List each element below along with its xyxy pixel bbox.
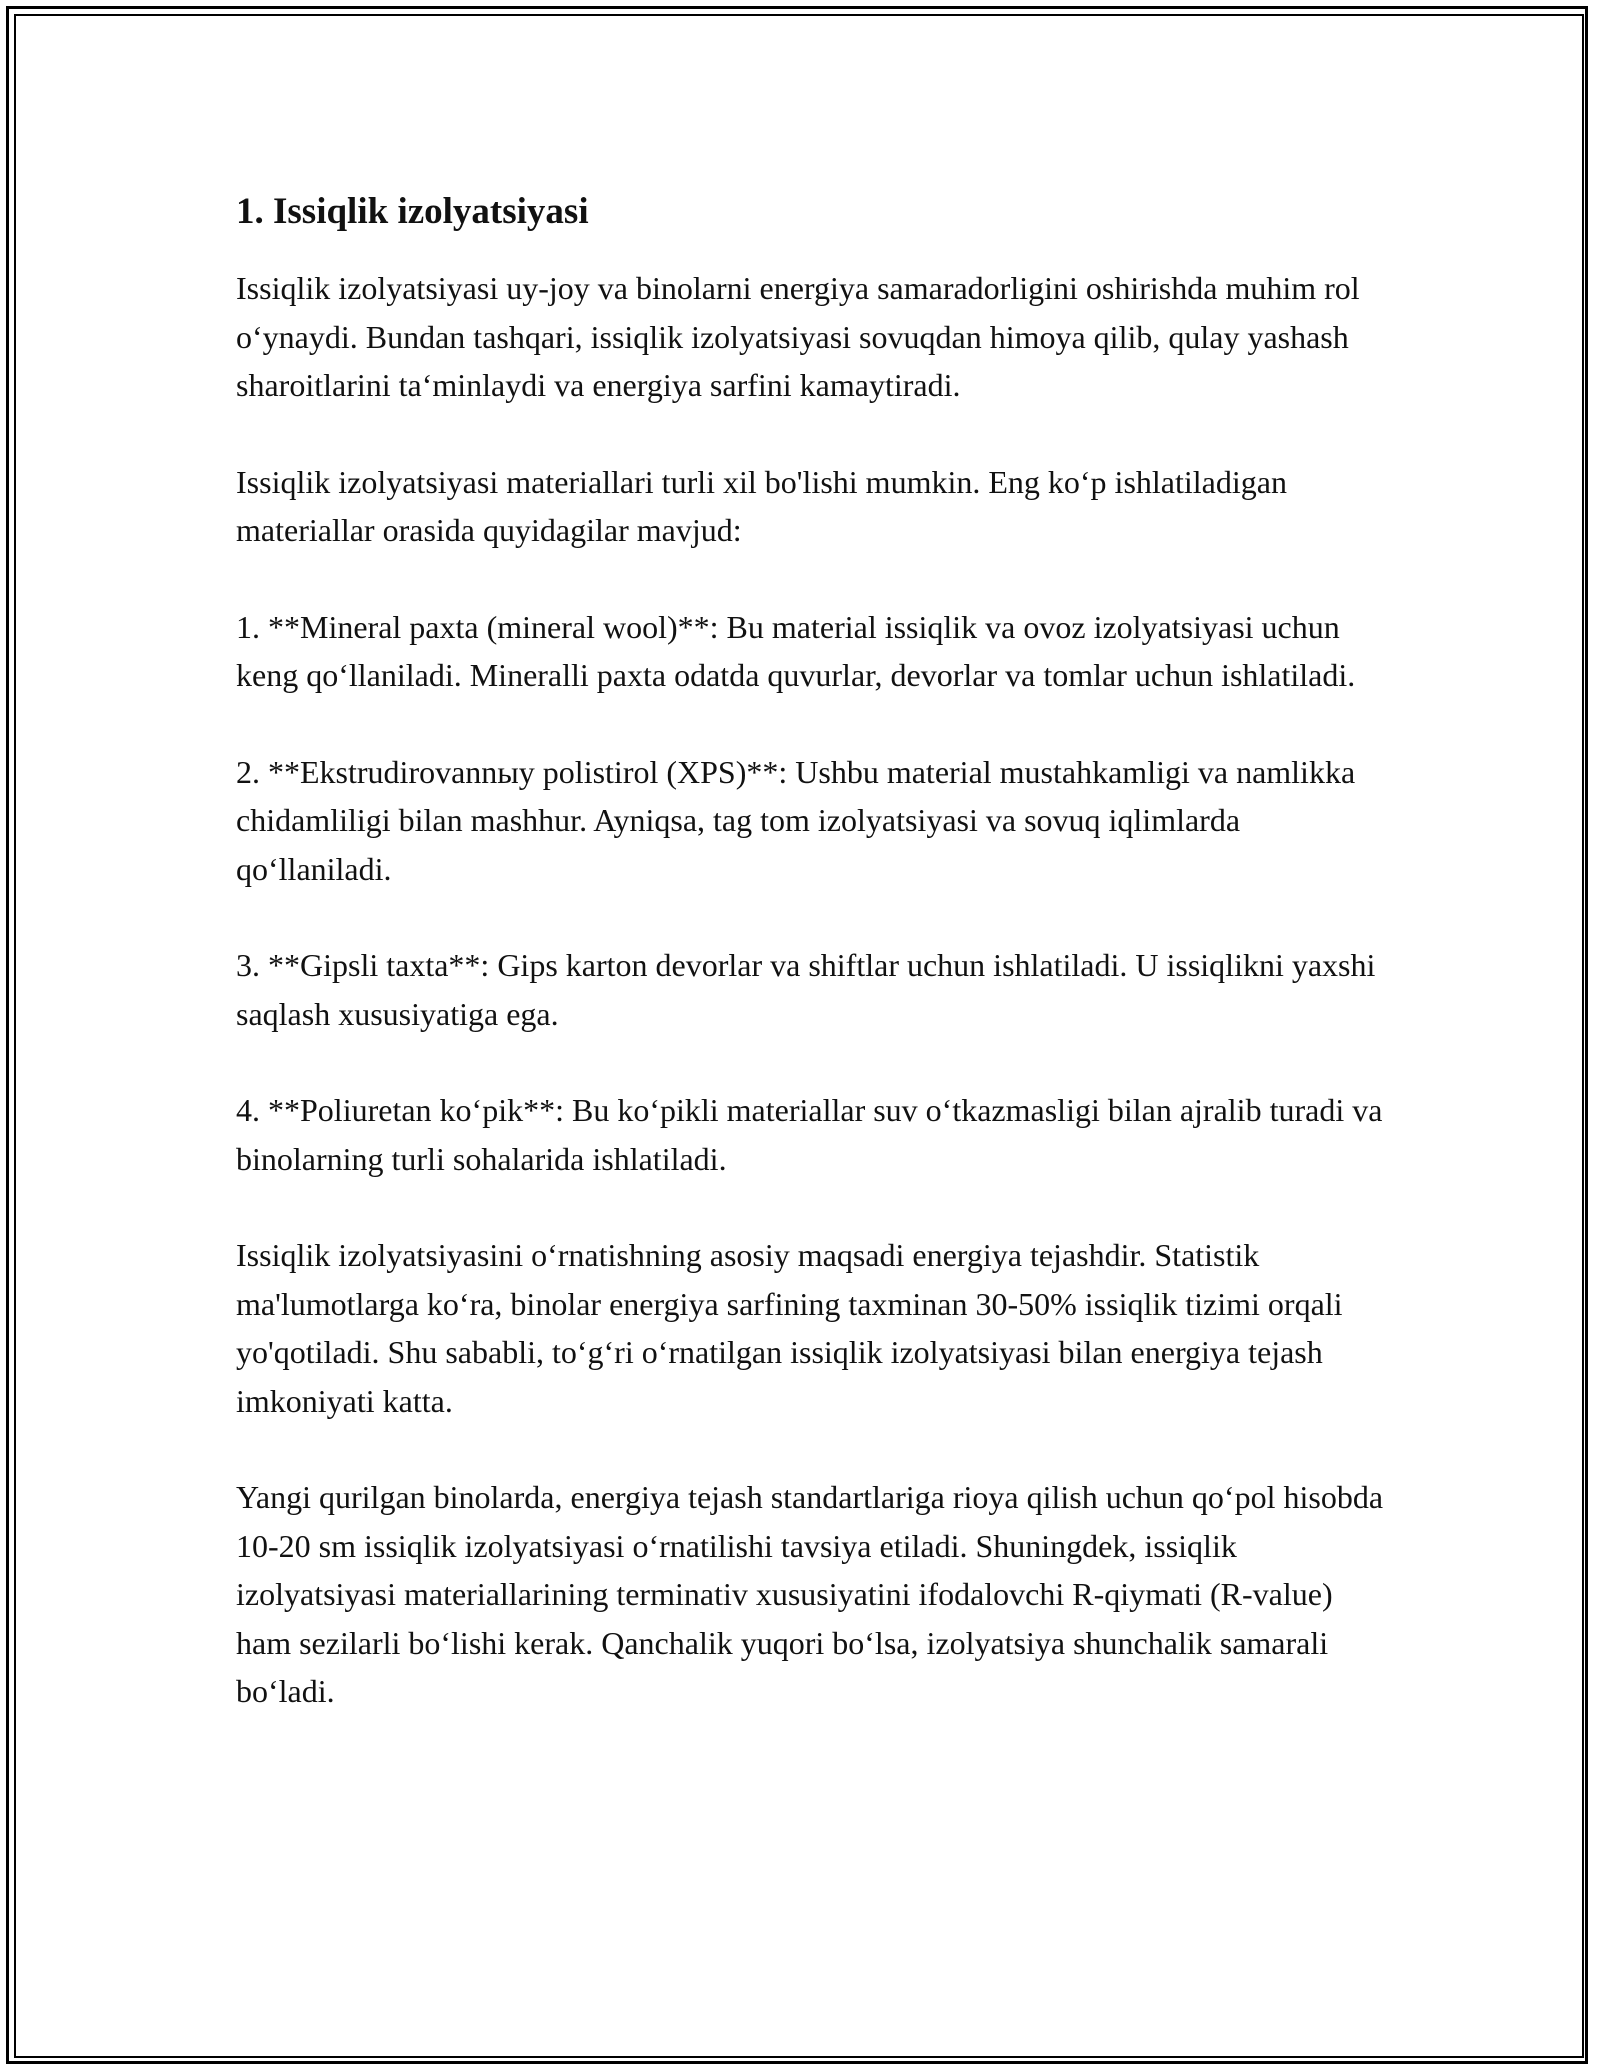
list-item-mineral-wool: 1. **Mineral paxta (mineral wool)**: Bu material issiqlik va ovoz izolyatsiyasi uchun keng qo‘llaniladi. Mineralli paxta odatda quvurlar, devorlar va tomlar uchun ishlatiladi. [236,608,1356,693]
list-item-gypsum-board: 3. **Gipsli taxta**: Gips karton devorlar va shiftlar uchun ishlatiladi. U issiqlikni yaxshi saqlash xususiyatiga ega. [236,947,1376,1032]
paragraph-materials-intro: Issiqlik izolyatsiyasi materiallari turli xil bo'lishi mumkin. Eng ko‘p ishlatiladigan materiallar orasida quyidagilar mavjud: [236,463,1287,548]
list-item-polyurethane-foam: 4. **Poliuretan ko‘pik**: Bu ko‘pikli materiallar suv o‘tkazmasligi bilan ajralib turadi va binolarning turli sohalarida ishlatiladi. [236,1092,1383,1177]
paragraph-new-buildings: Yangi qurilgan binolarda, energiya tejash standartlariga rioya qilish uchun qo‘pol hisobda 10-20 sm issiqlik izolyatsiyasi o‘rnatilishi tavsiya etiladi. Shuningdek, issiqlik izolyatsiyasi materiallarining terminativ xususiyatini ifodalovchi R-qiymati (R-value) ham sezilarli bo‘lishi kerak. Qanchalik yuqori bo‘lsa, izolyatsiya shunchalik samarali bo‘ladi. [236,1479,1384,1709]
section-heading: 1. Issiqlik izolyatsiyasi [236,191,589,232]
document-body [236,188,1386,1764]
paragraph-energy-saving: Issiqlik izolyatsiyasini o‘rnatishning asosiy maqsadi energiya tejashdir. Statistik ma'lumotlarga ko‘ra, binolar energiya sarfining taxminan 30-50% issiqlik tizimi orqali yo'qotiladi. Shu sababli, to‘g‘ri o‘rnatilgan issiqlik izolyatsiyasi bilan energiya tejash imkoniyati katta. [236,1237,1343,1419]
paragraph-intro: Issiqlik izolyatsiyasi uy-joy va binolarni energiya samaradorligini oshirishda muhim rol o‘ynaydi. Bundan tashqari, issiqlik izolyatsiyasi sovuqdan himoya qilib, qulay yashash sharoitlarini ta‘minlaydi va energiya sarfini kamaytiradi. [236,270,1360,403]
list-item-xps: 2. **Ekstrudirovannыy polistirol (XPS)**: Ushbu material mustahkamligi va namlikka chidamliligi bilan mashhur. Ayniqsa, tag tom izolyatsiyasi va sovuq iqlimlarda qo‘llaniladi. [236,753,1356,887]
